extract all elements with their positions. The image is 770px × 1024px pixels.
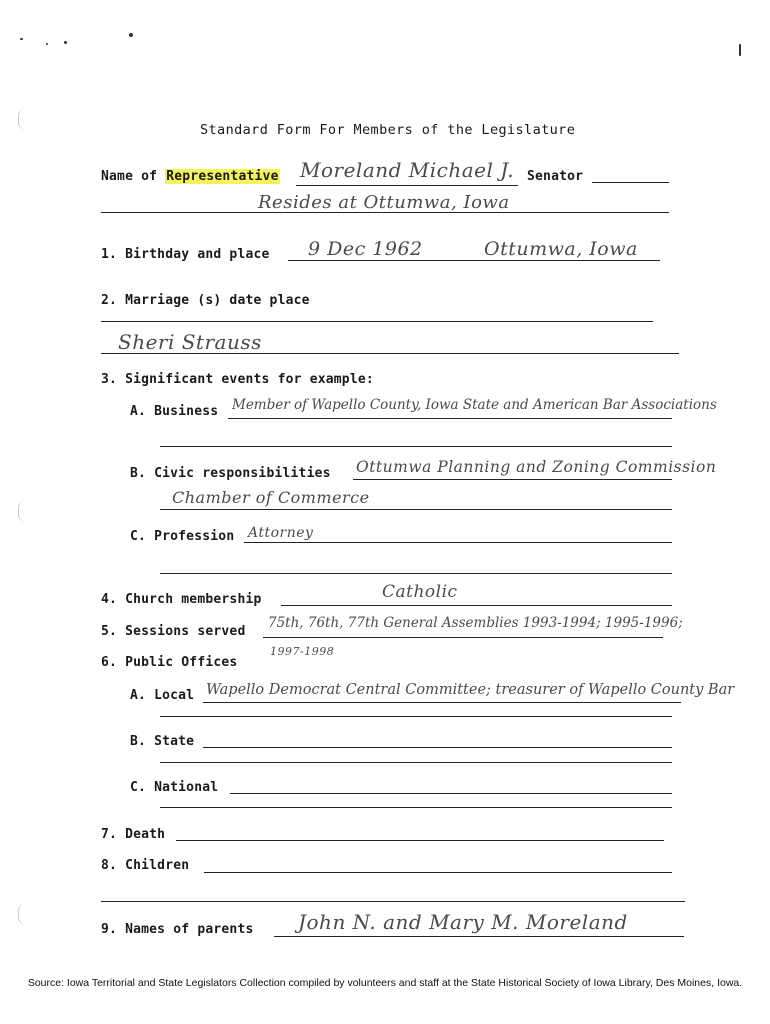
residence: Resides at Ottumwa, Iowa: [258, 192, 510, 213]
profession-line-2: [160, 573, 672, 574]
name-of-text: Name of: [101, 169, 166, 184]
children-line-2: [101, 901, 685, 902]
death-line: [176, 840, 664, 841]
state-office-line-2: [160, 762, 672, 763]
business-entry: Member of Wapello County, Iowa State and American Bar Associations: [232, 397, 717, 413]
birthday-line: [288, 260, 660, 261]
business-line: [228, 418, 672, 419]
name-line: [296, 185, 518, 186]
marriage-label: 2. Marriage (s) date place: [101, 293, 310, 308]
profession-entry: Attorney: [248, 525, 314, 541]
representative-highlight: Representative: [166, 169, 279, 184]
sessions-entry-1: 75th, 76th, 77th General Assemblies 1993-1994; 1995-1996;: [268, 615, 683, 631]
national-office-line-2: [160, 807, 672, 808]
business-line-2: [160, 446, 672, 447]
state-office-line: [203, 747, 672, 748]
state-office-label: B. State: [130, 734, 195, 749]
children-label: 8. Children: [101, 858, 190, 873]
national-office-label: C. National: [130, 780, 219, 795]
public-offices-label: 6. Public Offices: [101, 655, 238, 670]
parents-label: 9. Names of parents: [101, 922, 254, 937]
church-entry: Catholic: [382, 582, 458, 602]
scan-speck: [46, 43, 48, 45]
death-label: 7. Death: [101, 827, 166, 842]
scan-speck: [20, 38, 23, 40]
civic-line-2: [160, 509, 672, 510]
civic-entry-1: Ottumwa Planning and Zoning Commission: [356, 458, 717, 476]
parents-entry: John N. and Mary M. Moreland: [298, 910, 628, 934]
scan-speck: [129, 33, 133, 37]
scan-speck: [739, 44, 741, 56]
scan-speck: [64, 41, 67, 44]
parents-line: [274, 936, 684, 937]
marriage-line-1: [101, 321, 653, 322]
senator-line: [592, 182, 669, 183]
business-label: A. Business: [130, 404, 219, 419]
source-credit: Source: Iowa Territorial and State Legislators Collection compiled by volunteers and staff at the State Historical Society of Iowa Library, Des Moines, Iowa.: [27, 977, 743, 989]
local-office-entry: Wapello Democrat Central Committee; treasurer of Wapello County Bar: [206, 682, 735, 698]
civic-entry-2: Chamber of Commerce: [172, 488, 370, 507]
profession-line: [244, 542, 672, 543]
civic-line: [353, 479, 672, 480]
civic-label: B. Civic responsibilities: [130, 466, 331, 481]
birthday-place: Ottumwa, Iowa: [484, 238, 638, 260]
form-title: Standard Form For Members of the Legislature: [200, 122, 576, 138]
profession-label: C. Profession: [130, 529, 235, 544]
significant-events-label: 3. Significant events for example:: [101, 372, 374, 387]
spouse-name: Sheri Strauss: [118, 330, 262, 354]
local-office-line: [203, 702, 681, 703]
local-office-line-2: [160, 716, 672, 717]
local-office-label: A. Local: [130, 688, 195, 703]
sessions-line: [263, 637, 663, 638]
margin-mark: [18, 500, 27, 522]
margin-mark: [18, 903, 27, 925]
birthday-label: 1. Birthday and place: [101, 247, 270, 262]
sessions-entry-2: 1997-1998: [270, 645, 335, 658]
church-line: [281, 605, 672, 606]
birthday-date: 9 Dec 1962: [308, 238, 423, 260]
senator-label: Senator: [527, 169, 584, 184]
national-office-line: [230, 793, 672, 794]
name-label: [101, 169, 280, 184]
church-label: 4. Church membership: [101, 592, 262, 607]
sessions-label: 5. Sessions served: [101, 624, 246, 639]
children-line: [204, 872, 672, 873]
margin-mark: [18, 108, 27, 130]
representative-name: Moreland Michael J.: [300, 158, 515, 182]
